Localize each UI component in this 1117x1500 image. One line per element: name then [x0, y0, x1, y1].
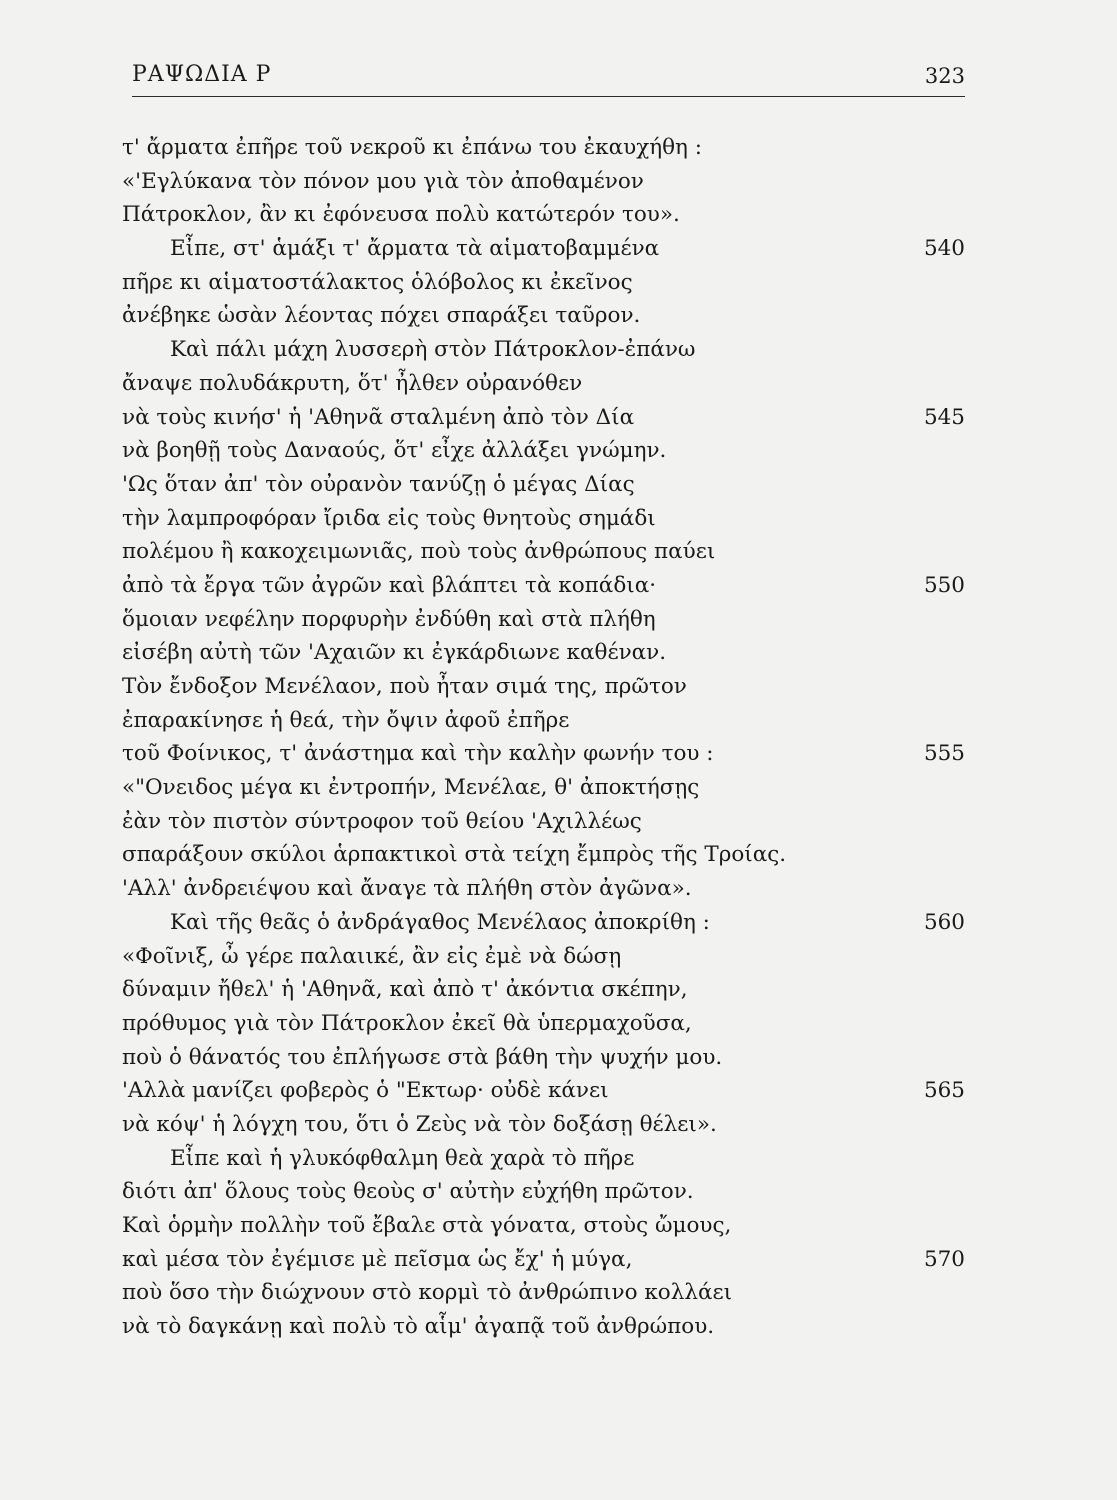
- verse-line: [122, 1276, 965, 1310]
- verse-text: τὴν λαμπροφόραν ἴριδα εἰς τοὺς θνητοὺς σημάδι: [122, 505, 656, 531]
- verse-text: Πάτροκλον, ἂν κι ἐφόνευσα πολὺ κατώτερόν του».: [122, 202, 680, 228]
- verse-text: νὰ τοὺς κινήσ' ἡ 'Αθηνᾶ σταλμένη ἀπὸ τὸν Δία: [122, 404, 635, 430]
- verse-line: [122, 1108, 965, 1142]
- verse-text: ἐὰν τὸν πιστὸν σύντροφον τοῦ θείου 'Αχιλλέως: [122, 808, 642, 834]
- verse-text: καὶ μέσα τὸν ἐγέμισε μὲ πεῖσμα ὡς ἔχ' ἡ μύγα,: [122, 1246, 633, 1272]
- verse-list: [122, 131, 965, 1344]
- verse-text: ποὺ ὁ θάνατός του ἐπλήγωσε στὰ βάθη τὴν ψυχήν μου.: [122, 1044, 723, 1070]
- verse-text: διότι ἀπ' ὅλους τοὺς θεοὺς σ' αὐτὴν εὐχήθη πρῶτον.: [122, 1179, 694, 1205]
- verse-text: 'Αλλ' ἀνδρειέψου καὶ ἄναγε τὰ πλήθη στὸν ἀγῶνα».: [122, 876, 692, 902]
- verse-number: 565: [923, 1078, 965, 1104]
- verse-text: νὰ τὸ δαγκάνῃ καὶ πολὺ τὸ αἷμ' ἀγαπᾷ τοῦ ἀνθρώπου.: [122, 1314, 715, 1340]
- verse-line: [122, 1310, 965, 1344]
- verse-text: Καὶ πάλι μάχη λυσσερὴ στὸν Πάτροκλον-ἐπάνω: [170, 337, 696, 363]
- verse-text: Καὶ τῆς θεᾶς ὁ ἀνδράγαθος Μενέλαος ἀποκρίθη :: [170, 909, 710, 935]
- verse-text: τοῦ Φοίνικος, τ' ἀνάστημα καὶ τὴν καλὴν φωνήν του :: [122, 741, 714, 767]
- verse-text: ἀνέβηκε ὡσὰν λέοντας πόχει σπαράξει ταῦρον.: [122, 303, 641, 329]
- verse-text: τ' ἄρματα ἐπῆρε τοῦ νεκροῦ κι ἐπάνω του ἐκαυχήθη :: [122, 135, 703, 160]
- verse-line: [122, 333, 965, 367]
- verse-line: [122, 670, 965, 704]
- verse-text: εἰσέβη αὐτὴ τῶν 'Αχαιῶν κι ἐγκάρδιωνε καθέναν.: [122, 640, 667, 666]
- verse-number: 540: [923, 236, 965, 262]
- verse-line: [122, 603, 965, 637]
- running-title: ΡΑΨΩΔΙΑ Ρ: [132, 62, 272, 87]
- verse-text: νὰ βοηθῇ τοὺς Δαναούς, ὅτ' εἶχε ἀλλάξει γνώμην.: [122, 438, 667, 464]
- verse-line: [122, 940, 965, 974]
- verse-line: [122, 1175, 965, 1209]
- verse-line: [122, 805, 965, 839]
- verse-line: [122, 367, 965, 401]
- verse-text: ἄναψε πολυδάκρυτη, ὅτ' ἦλθεν οὐρανόθεν: [122, 370, 583, 396]
- verse-text: ἀπὸ τὰ ἔργα τῶν ἀγρῶν καὶ βλάπτει τὰ κοπάδια·: [122, 572, 657, 598]
- verse-line: [122, 737, 965, 771]
- verse-text: πρόθυμος γιὰ τὸν Πάτροκλον ἐκεῖ θὰ ὑπερμαχοῦσα,: [122, 1010, 692, 1036]
- verse-line: [122, 468, 965, 502]
- verse-line: [122, 838, 965, 872]
- header-rule: [132, 96, 965, 97]
- verse-line: [122, 704, 965, 738]
- verse-text: Καὶ ὁρμὴν πολλὴν τοῦ ἔβαλε στὰ γόνατα, στοὺς ὤμους,: [122, 1213, 732, 1238]
- verse-line: [122, 1142, 965, 1176]
- verse-text: «"Ονειδος μέγα κι ἐντροπήν, Μενέλαε, θ' ἀποκτήσῃς: [122, 775, 700, 801]
- verse-line: [122, 906, 965, 940]
- verse-number: 545: [923, 404, 965, 430]
- verse-line: [122, 1041, 965, 1075]
- verse-text: νὰ κόψ' ἡ λόγχη του, ὅτι ὁ Ζεὺς νὰ τὸν δοξάσῃ θέλει».: [122, 1111, 717, 1137]
- verse-line: [122, 502, 965, 536]
- verse-number: 550: [923, 572, 965, 598]
- verse-line: [122, 1243, 965, 1277]
- verse-text: 'Αλλὰ μανίζει φοβερὸς ὁ "Εκτωρ· οὐδὲ κάνει: [122, 1078, 609, 1104]
- verse-text: Τὸν ἔνδοξον Μενέλαον, ποὺ ἦταν σιμά της, πρῶτον: [122, 674, 687, 699]
- page-number: 323: [924, 64, 965, 88]
- verse-line: [122, 636, 965, 670]
- verse-line: [122, 1209, 965, 1243]
- verse-line: [122, 535, 965, 569]
- verse-text: πῆρε κι αἱματοστάλακτος ὁλόβολος κι ἐκεῖνος: [122, 269, 633, 295]
- verse-number: 570: [923, 1246, 965, 1272]
- page-header: [132, 62, 965, 94]
- verse-text: 'Ως ὅταν ἀπ' τὸν οὐρανὸν τανύζῃ ὁ μέγας Δίας: [122, 471, 635, 497]
- verse-text: ἐπαρακίνησε ἡ θεά, τὴν ὄψιν ἀφοῦ ἐπῆρε: [122, 707, 570, 733]
- verse-line: [122, 232, 965, 266]
- verse-line: [122, 165, 965, 199]
- verse-line: [122, 569, 965, 603]
- verse-text: Εἶπε καὶ ἡ γλυκόφθαλμη θεὰ χαρὰ τὸ πῆρε: [170, 1145, 635, 1171]
- verse-line: [122, 1074, 965, 1108]
- verse-number: 555: [923, 741, 965, 767]
- verse-text: ὅμοιαν νεφέλην πορφυρὴν ἐνδύθη καὶ στὰ πλήθη: [122, 606, 656, 632]
- verse-text: ποὺ ὅσο τὴν διώχνουν στὸ κορμὶ τὸ ἀνθρώπινο κολλάει: [122, 1280, 733, 1306]
- verse-line: [122, 1007, 965, 1041]
- verse-line: [122, 434, 965, 468]
- verse-line: [122, 973, 965, 1007]
- verse-text: δύναμιν ἤθελ' ἡ 'Αθηνᾶ, καὶ ἀπὸ τ' ἀκόντια σκέπην,: [122, 977, 688, 1003]
- verse-number: 560: [923, 909, 965, 935]
- verse-text: πολέμου ἢ κακοχειμωνιᾶς, ποὺ τοὺς ἀνθρώπους παύει: [122, 539, 716, 565]
- verse-line: [122, 198, 965, 232]
- verse-line: [122, 771, 965, 805]
- verse-text: «'Εγλύκανα τὸν πόνον μου γιὰ τὸν ἀποθαμένον: [122, 168, 644, 194]
- verse-text: σπαράξουν σκύλοι ἁρπακτικοὶ στὰ τείχη ἔμπρὸς τῆς Τροίας.: [122, 842, 787, 868]
- verse-text: Εἶπε, στ' ἁμάξι τ' ἄρματα τὰ αἱματοβαμμένα: [170, 236, 660, 262]
- verse-line: [122, 266, 965, 300]
- verse-line: [122, 299, 965, 333]
- verse-line: [122, 131, 965, 165]
- verse-line: [122, 872, 965, 906]
- verse-line: [122, 401, 965, 435]
- verse-text: «Φοῖνιξ, ὦ γέρε παλαιικέ, ἂν εἰς ἐμὲ νὰ δώσῃ: [122, 943, 622, 969]
